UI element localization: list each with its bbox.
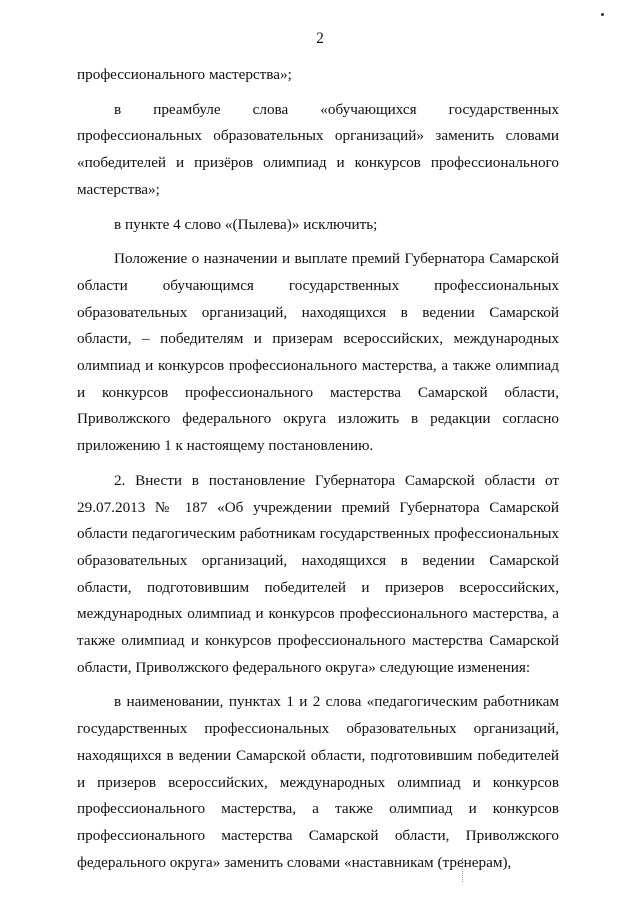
scan-speck	[601, 13, 604, 16]
paragraph-regulation-wording: Положение о назначении и выплате премий Губернатора Самарской области обучающимся государственных профессиональных образовательных организаций, находящихся в ведении Самарской области, – победителям и призерам всероссийских, международных олимпиад и конкурсов профессионального мастерства, а также олимпиад и конкурсов профессионального мастерства Самарской области, Приволжского федерального округа изложить в редакции согласно приложению 1 к настоящему постановлению.	[77, 250, 559, 455]
page-number: 2	[316, 30, 324, 47]
document-body	[77, 62, 559, 876]
paragraph-preamble-amendment: в преамбуле слова «обучающихся государственных профессиональных образовательных организаций» заменить словами «победителей и призёров олимпиад и конкурсов профессионального мастерства»;	[77, 100, 559, 198]
paragraph-title-amendment: в наименовании, пунктах 1 и 2 слова «педагогическим работникам государственных профессиональных образовательных организаций, находящихся в ведении Самарской области, подготовившим победителей и призеров всероссийских, международных олимпиад и конкурсов профессионального мастерства, а также олимпиад и конкурсов профессионального мастерства Самарской области, Приволжского федерального округа» заменить словами «наставникам (тренерам),	[77, 693, 559, 871]
paragraph-point-4-amendment: в пункте 4 слово «(Пылева)» исключить;	[114, 215, 378, 233]
scan-artifact	[462, 858, 465, 882]
paragraph-item-2: 2. Внести в постановление Губернатора Самарской области от 29.07.2013 № 187 «Об учреждении премий Губернатора Самарской области педагогическим работникам государственных профессиональных образовательных организаций, находящихся в ведении Самарской области, подготовившим победителей и призеров всероссийских, международных олимпиад и конкурсов профессионального мастерства, а также олимпиад и конкурсов профессионального мастерства Самарской области, Приволжского федерального округа» следующие изменения:	[77, 471, 559, 676]
paragraph-continuation: профессионального мастерства»;	[77, 66, 292, 83]
